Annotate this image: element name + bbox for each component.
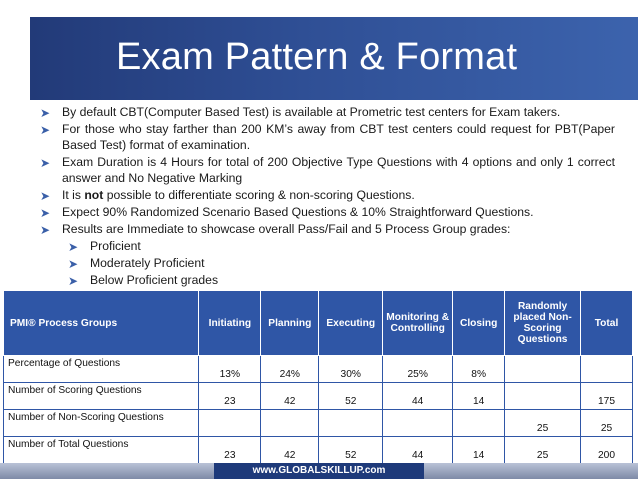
table-row: [4, 383, 633, 410]
column-header: Planning: [261, 291, 319, 356]
slide-title: Exam Pattern & Format: [116, 36, 518, 78]
arrow-right-icon: ➤: [40, 223, 51, 237]
sub-bullet-item: [40, 238, 615, 254]
bullet-text-pre: It is: [62, 188, 85, 202]
row-label: Percentage of Questions: [4, 356, 199, 383]
table-cell: 8%: [453, 356, 505, 383]
table-cell: 25: [505, 410, 581, 437]
table-row: [4, 410, 633, 437]
table-cell: [319, 410, 383, 437]
table-cell: [505, 383, 581, 410]
column-header: Total: [581, 291, 633, 356]
table-cell: 42: [261, 383, 319, 410]
arrow-right-icon: ➤: [40, 156, 51, 170]
bullet-item: [40, 204, 615, 220]
table-cell: 24%: [261, 356, 319, 383]
table-cell: [453, 410, 505, 437]
bullet-item: [40, 221, 615, 237]
table-row: [4, 437, 633, 464]
column-header: Executing: [319, 291, 383, 356]
table-cell: 25%: [383, 356, 453, 383]
bullet-item: [40, 121, 615, 153]
bullet-text: For those who stay farther than 200 KM’s away from CBT test centers could request for PBT(Paper Based Test) format of examination.: [62, 122, 615, 152]
column-header: Initiating: [199, 291, 261, 356]
sub-bullet-text: Proficient: [90, 239, 141, 253]
title-bar: [30, 17, 638, 100]
arrow-right-icon: ➤: [68, 240, 79, 254]
table-row: [4, 356, 633, 383]
process-groups-table: [3, 290, 633, 464]
table-cell: 25: [581, 410, 633, 437]
bullet-text-bold: not: [84, 188, 104, 202]
column-header: Randomly placed Non-Scoring Questions: [505, 291, 581, 356]
table-cell: 42: [261, 437, 319, 464]
bullet-text: Exam Duration is 4 Hours for total of 200 Objective Type Questions with 4 options and only 1 correct answer and No Negative Marking: [62, 155, 615, 185]
bullet-text: By default CBT(Computer Based Test) is available at Prometric test centers for Exam takers.: [62, 105, 561, 119]
table-cell: 25: [505, 437, 581, 464]
bullet-item: [40, 187, 615, 203]
table-cell: [199, 410, 261, 437]
table-cell: 30%: [319, 356, 383, 383]
arrow-right-icon: ➤: [40, 206, 51, 220]
table-cell: 175: [581, 383, 633, 410]
footer-url: www.GLOBALSKILLUP.com: [214, 463, 424, 479]
arrow-right-icon: ➤: [68, 257, 79, 271]
table-cell: 52: [319, 437, 383, 464]
table-cell: 52: [319, 383, 383, 410]
bullet-list: [40, 104, 615, 289]
table-cell: 44: [383, 437, 453, 464]
table-cell: 14: [453, 437, 505, 464]
bullet-text: Results are Immediate to showcase overall Pass/Fail and 5 Process Group grades:: [62, 222, 511, 236]
bullet-text-post: possible to differentiate scoring & non-scoring Questions.: [103, 188, 415, 202]
row-label: Number of Total Questions: [4, 437, 199, 464]
arrow-right-icon: ➤: [68, 274, 79, 288]
bullet-item: [40, 104, 615, 120]
sub-bullet-text: Below Proficient grades: [90, 273, 219, 287]
arrow-right-icon: ➤: [40, 123, 51, 137]
table-cell: 200: [581, 437, 633, 464]
arrow-right-icon: ➤: [40, 106, 51, 120]
table-cell: [581, 356, 633, 383]
row-label: Number of Non-Scoring Questions: [4, 410, 199, 437]
table-cell: 14: [453, 383, 505, 410]
table-cell: [383, 410, 453, 437]
row-label: Number of Scoring Questions: [4, 383, 199, 410]
table-cell: 23: [199, 437, 261, 464]
arrow-right-icon: ➤: [40, 189, 51, 203]
table-header-row: [4, 291, 633, 356]
table-cell: [261, 410, 319, 437]
table-cell: 13%: [199, 356, 261, 383]
footer-bar: [0, 463, 638, 479]
sub-bullet-item: [40, 255, 615, 271]
sub-bullet-text: Moderately Proficient: [90, 256, 205, 270]
bullet-text: Expect 90% Randomized Scenario Based Questions & 10% Straightforward Questions.: [62, 205, 534, 219]
bullet-item: [40, 154, 615, 186]
table-cell: 44: [383, 383, 453, 410]
table-cell: 23: [199, 383, 261, 410]
sub-bullet-item: [40, 272, 615, 288]
column-header: Closing: [453, 291, 505, 356]
column-header: PMI® Process Groups: [4, 291, 199, 356]
table-cell: [505, 356, 581, 383]
column-header: Monitoring & Controlling: [383, 291, 453, 356]
